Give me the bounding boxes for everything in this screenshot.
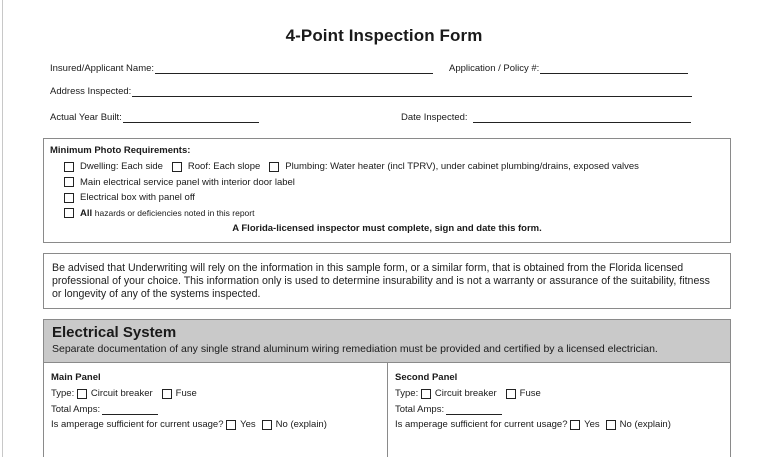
main-panel-circuit-breaker-checkbox[interactable] — [77, 389, 87, 399]
main-panel-amps-line[interactable] — [102, 404, 158, 415]
main-panel-amps-row — [51, 402, 387, 418]
main-panel-type-row — [51, 386, 387, 402]
main-panel-type-label: Type: — [51, 388, 75, 400]
hazards-all-label: All — [80, 207, 93, 219]
electrical-system-subtitle: Separate documentation of any single strand aluminum wiring remediation must be provided and certified by a licensed electrician. — [52, 343, 658, 355]
policy-number-line[interactable] — [540, 63, 688, 74]
policy-number-field[interactable] — [449, 63, 688, 74]
form-title: 4-Point Inspection Form — [285, 26, 483, 45]
dwelling-checkbox[interactable] — [64, 162, 74, 172]
advisory-text: Be advised that Underwriting will rely on the information in this sample form, or a similar form, that is obtained from the Florida licensed professional of your choice. This information only is used to determine insurability and is not a warranty or assurance of the suitability, fitness or longevity of any of the systems inspected. — [52, 262, 710, 300]
insured-name-label: Insured/Applicant Name: — [50, 63, 155, 74]
main-panel-amps-label: Total Amps: — [51, 403, 101, 415]
main-panel-photo-checkbox[interactable] — [64, 177, 74, 187]
date-inspected-label: Date Inspected: — [401, 112, 468, 123]
insured-name-field[interactable] — [50, 63, 433, 74]
date-inspected-field[interactable] — [401, 112, 691, 123]
policy-number-label: Application / Policy #: — [449, 63, 540, 74]
second-panel-title: Second Panel — [395, 372, 458, 383]
second-panel-amps-line[interactable] — [446, 404, 502, 415]
second-panel-circuit-breaker-checkbox[interactable] — [421, 389, 431, 399]
second-panel-yes-label: Yes — [584, 419, 600, 431]
photo-row-hazards — [50, 206, 730, 222]
main-panel-yes-label: Yes — [240, 419, 256, 431]
electrical-box-checkbox[interactable] — [64, 193, 74, 203]
main-panel-no-checkbox[interactable] — [262, 420, 272, 430]
main-panel-circuit-breaker-label: Circuit breaker — [90, 388, 153, 400]
dwelling-label: Dwelling: Each side — [80, 161, 163, 173]
second-panel-amps-label: Total Amps: — [395, 403, 445, 415]
second-panel-amps-row — [395, 402, 730, 418]
photo-row-main-panel — [50, 175, 730, 191]
year-built-field[interactable] — [50, 112, 259, 123]
advisory-box — [43, 253, 731, 309]
second-panel-no-label: No (explain) — [619, 419, 671, 431]
main-panel-fuse-checkbox[interactable] — [162, 389, 172, 399]
date-inspected-line[interactable] — [473, 112, 691, 123]
main-panel-amperage-row — [51, 417, 387, 433]
photo-requirements-box — [43, 138, 731, 243]
year-built-line[interactable] — [123, 112, 259, 123]
second-panel-section — [387, 363, 731, 457]
roof-label: Roof: Each slope — [187, 161, 261, 173]
main-panel-amperage-question: Is amperage sufficient for current usage? — [51, 419, 224, 431]
address-field[interactable] — [50, 86, 692, 97]
second-panel-amperage-row — [395, 417, 730, 433]
insured-name-line[interactable] — [155, 63, 433, 74]
electrical-box-label: Electrical box with panel off — [80, 192, 195, 204]
plumbing-checkbox[interactable] — [269, 162, 279, 172]
photo-requirements-title: Minimum Photo Requirements: — [50, 145, 191, 156]
main-panel-yes-checkbox[interactable] — [226, 420, 236, 430]
roof-checkbox[interactable] — [172, 162, 182, 172]
second-panel-circuit-breaker-label: Circuit breaker — [434, 388, 497, 400]
second-panel-fuse-label: Fuse — [519, 388, 541, 400]
main-panel-no-label: No (explain) — [275, 419, 327, 431]
hazards-label: hazards or deficiencies noted in this report — [94, 208, 255, 219]
photo-row-exterior — [50, 159, 730, 175]
address-label: Address Inspected: — [50, 86, 132, 97]
inspector-note: A Florida-licensed inspector must complete, sign and date this form. — [232, 223, 542, 234]
address-line[interactable] — [132, 86, 692, 97]
electrical-system-title: Electrical System — [52, 324, 177, 341]
year-built-label: Actual Year Built: — [50, 112, 122, 123]
second-panel-amperage-question: Is amperage sufficient for current usage? — [395, 419, 568, 431]
electrical-system-header — [43, 319, 731, 363]
second-panel-no-checkbox[interactable] — [606, 420, 616, 430]
second-panel-fuse-checkbox[interactable] — [506, 389, 516, 399]
main-panel-section — [43, 363, 388, 457]
hazards-checkbox[interactable] — [64, 208, 74, 218]
main-panel-photo-label: Main electrical service panel with interior door label — [80, 176, 295, 188]
page-edge — [2, 0, 3, 457]
plumbing-label: Plumbing: Water heater (incl TPRV), under cabinet plumbing/drains, exposed valves — [285, 161, 639, 173]
photo-row-electrical-box — [50, 190, 730, 206]
second-panel-yes-checkbox[interactable] — [570, 420, 580, 430]
second-panel-type-row — [395, 386, 730, 402]
main-panel-fuse-label: Fuse — [175, 388, 197, 400]
second-panel-type-label: Type: — [395, 388, 419, 400]
main-panel-title: Main Panel — [51, 372, 101, 383]
